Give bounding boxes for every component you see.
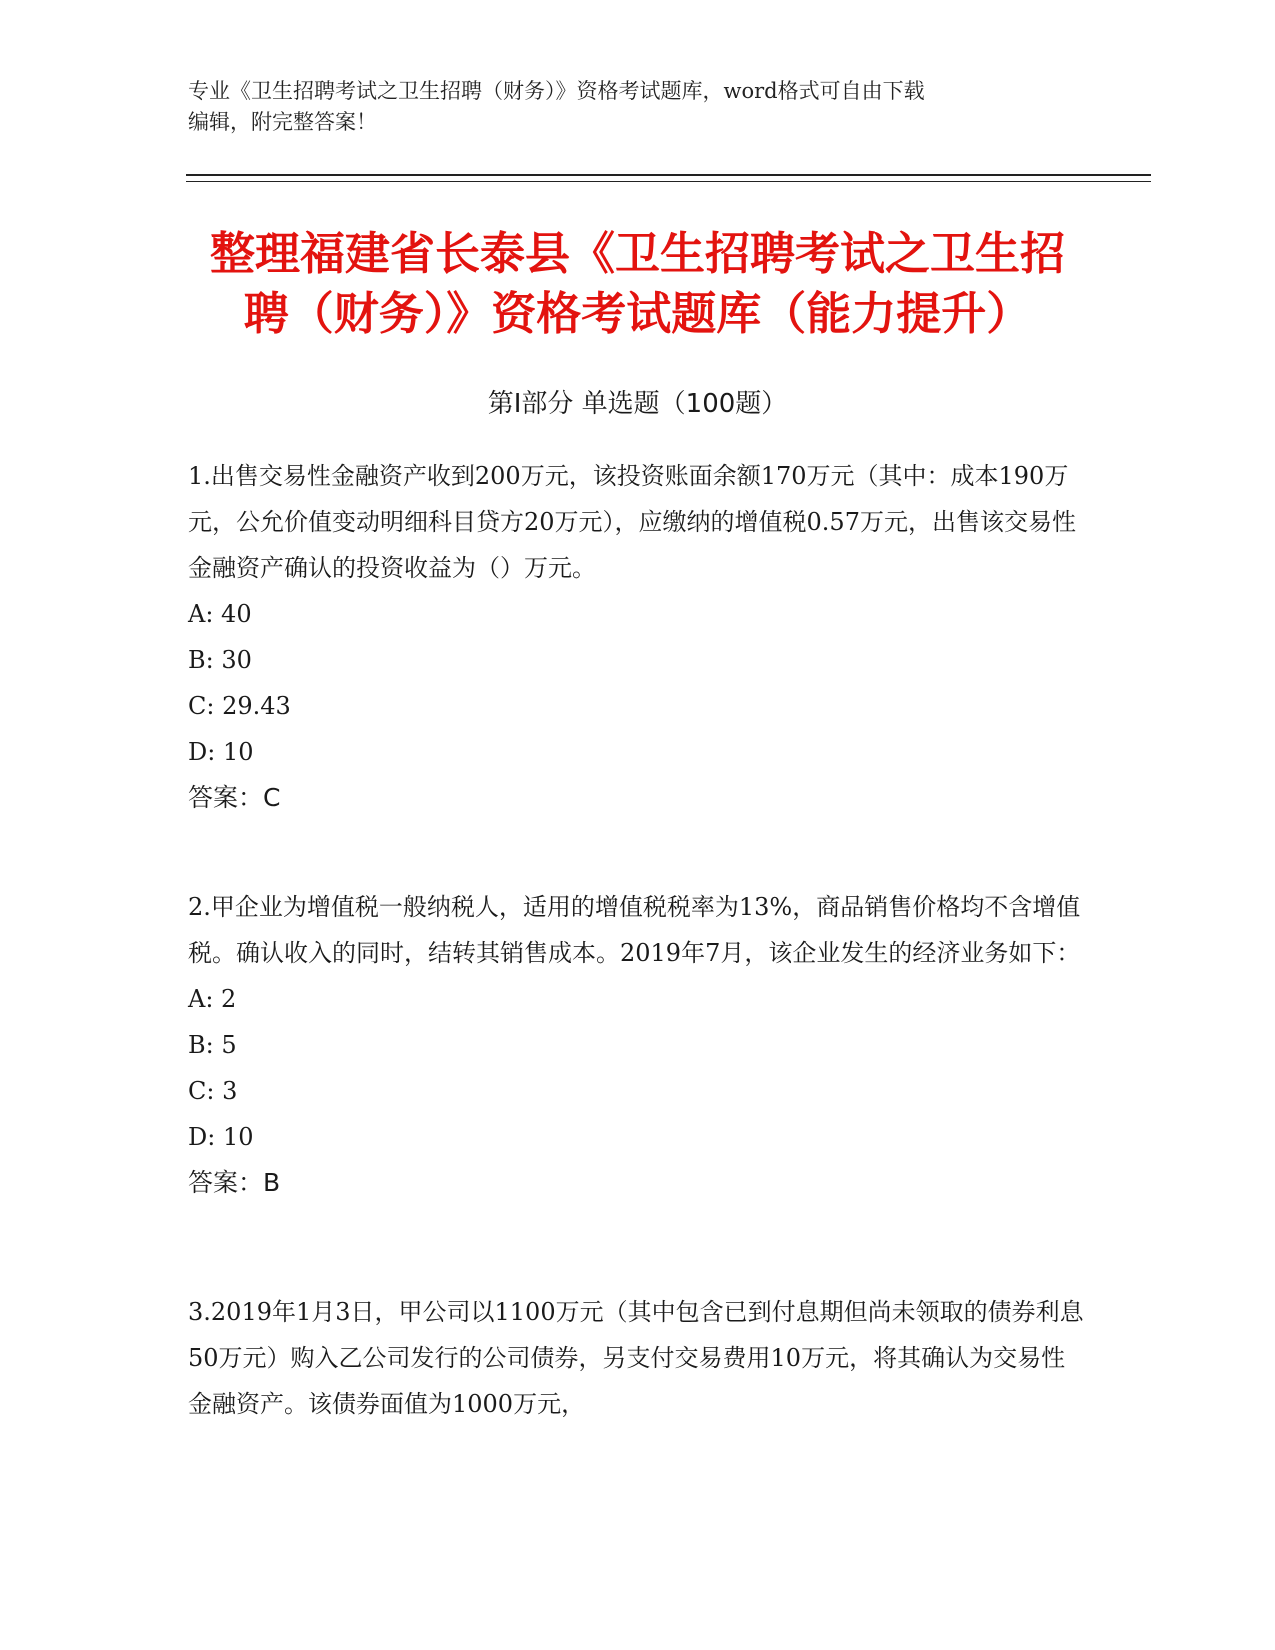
answer: 答案：B [188,1168,281,1197]
header-divider-thin [186,181,1151,182]
question-text: 3.2019年1月3日，甲公司以1100万元（其中包含已到付息期但尚未领取的债券利息50万元）购入乙公司发行的公司债券，另支付交易费用10万元，将其确认为交易性金融资产。该债券面值为1000万元， [188,1298,1084,1418]
question-text: 2.甲企业为增值税一般纳税人，适用的增值税税率为13%，商品销售价格均不含增值税。确认收入的同时，结转其销售成本。2019年7月，该企业发生的经济业务如下： [188,893,1081,967]
question-2 [188,884,1088,1206]
section-heading: 第Ⅰ部分 单选题（100题） [487,389,788,419]
option-d: D: 10 [188,1123,254,1151]
header-note-line1: 专业《卫生招聘考试之卫生招聘（财务）》资格考试题库，word格式可自由下载 [188,79,925,103]
option-c: C: 3 [188,1077,238,1105]
question-1 [188,453,1088,821]
header-note-line2: 编辑，附完整答案！ [188,110,377,134]
option-c: C: 29.43 [188,692,291,720]
document-title-line1: 整理福建省长泰县《卫生招聘考试之卫生招 [209,227,1065,280]
document-title-line2: 聘（财务）》资格考试题库（能力提升） [243,287,1032,340]
option-b: B: 30 [188,646,252,674]
option-d: D: 10 [188,738,254,766]
question-3 [188,1289,1088,1427]
option-a: A: 2 [188,985,237,1013]
question-text: 1.出售交易性金融资产收到200万元，该投资账面余额170万元（其中：成本190万元，公允价值变动明细科目贷方20万元），应缴纳的增值税0.57万元，出售该交易性金融资产确认的投资收益为（）万元。 [188,462,1076,582]
header-note [188,76,1088,138]
option-b: B: 5 [188,1031,237,1059]
header-divider-thick [186,174,1151,176]
option-a: A: 40 [188,600,252,628]
document-title [150,224,1125,344]
answer: 答案：C [188,783,281,812]
